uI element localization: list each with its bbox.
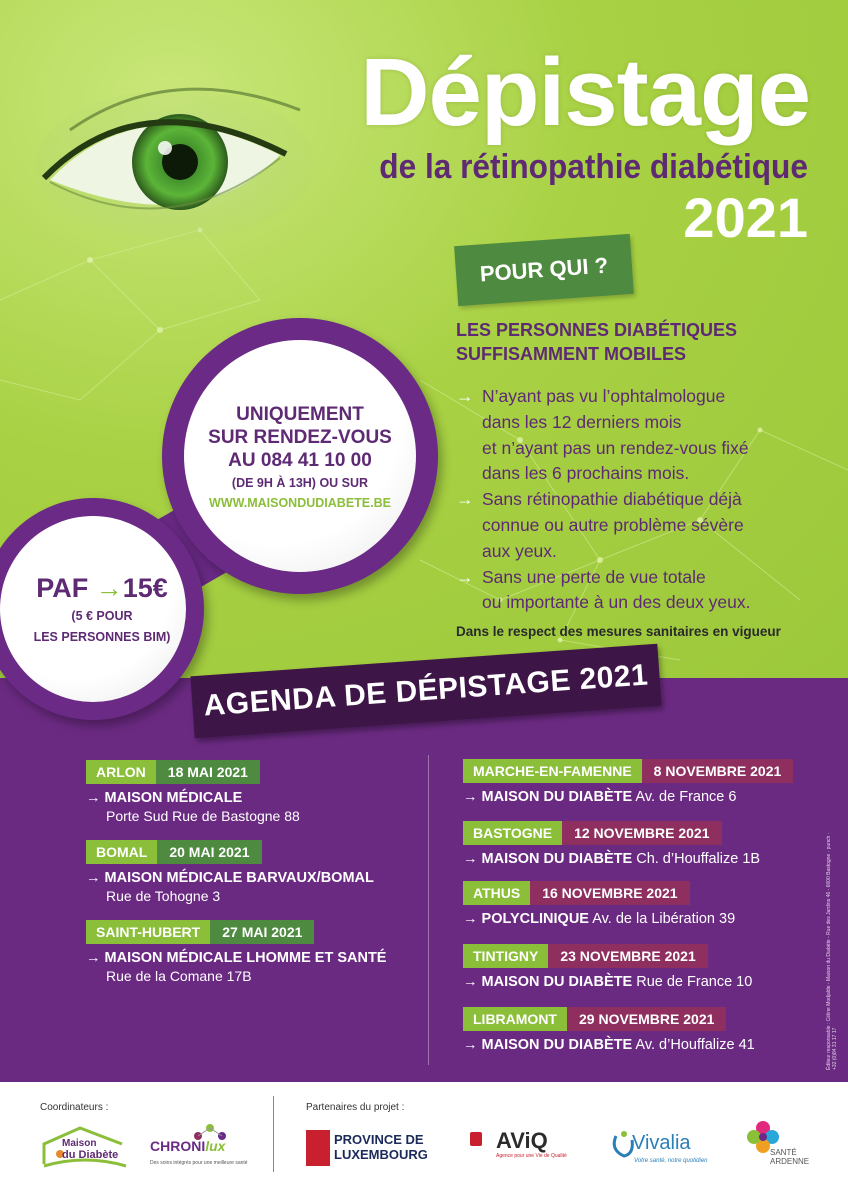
price-line: PAF →15€ bbox=[36, 572, 168, 603]
appointment-line2: SUR RENDEZ-VOUS bbox=[208, 426, 392, 448]
footer-divider bbox=[273, 1096, 274, 1172]
entry-city: SAINT-HUBERT bbox=[86, 920, 210, 944]
page-subtitle: de la rétinopathie diabétique bbox=[379, 148, 808, 186]
entry-address: Porte Sud Rue de Bastogne 88 bbox=[106, 808, 300, 824]
entry-address: Ch. d’Houffalize 1B bbox=[636, 851, 761, 867]
entry-address: Av. de France 6 bbox=[635, 789, 737, 805]
price-sub2: LES PERSONNES BIM) bbox=[33, 629, 171, 644]
entry-city: MARCHE-EN-FAMENNE bbox=[463, 759, 642, 783]
lion-icon bbox=[306, 1130, 330, 1166]
arrow-right-icon: → bbox=[456, 489, 474, 510]
arrow-right-icon: → bbox=[86, 790, 105, 806]
criteria-list bbox=[456, 384, 816, 616]
target-heading-line1: LES PERSONNES DIABÉTIQUES bbox=[456, 320, 738, 340]
arrow-right-icon: → bbox=[463, 789, 482, 805]
opening-hours: (DE 9H À 13H) OU SUR bbox=[231, 475, 369, 490]
entry-place: MAISON DU DIABÈTE bbox=[481, 851, 633, 867]
entry-date: 12 NOVEMBRE 2021 bbox=[562, 821, 721, 845]
page-year: 2021 bbox=[683, 186, 808, 249]
agenda-entry bbox=[463, 759, 793, 805]
entry-place: MAISON MÉDICALE bbox=[104, 790, 243, 806]
arrow-right-icon: → bbox=[463, 1037, 482, 1053]
entry-date: 18 MAI 2021 bbox=[156, 760, 260, 784]
province-luxembourg-logo: PROVINCE DE LUXEMBOURG bbox=[306, 1128, 416, 1170]
entry-city: BASTOGNE bbox=[463, 821, 562, 845]
aviq-logo: AViQ Agence pour une Vie de Qualité bbox=[470, 1128, 560, 1168]
entry-date: 20 MAI 2021 bbox=[157, 840, 261, 864]
entry-place: MAISON MÉDICALE LHOMME ET SANTÉ bbox=[104, 950, 387, 966]
agenda-entry bbox=[86, 760, 300, 824]
page-title: Dépistage bbox=[360, 39, 810, 146]
entry-place: MAISON MÉDICALE BARVAUX/BOMAL bbox=[104, 870, 374, 886]
entry-city: LIBRAMONT bbox=[463, 1007, 567, 1031]
sante-ardenne-logo: SANTÉ ARDENNE bbox=[746, 1120, 826, 1172]
entry-city: BOMAL bbox=[86, 840, 157, 864]
phone-number: AU 084 41 10 00 bbox=[228, 449, 372, 471]
agenda-entry bbox=[463, 821, 760, 867]
agenda-entry bbox=[463, 881, 735, 927]
arrow-right-icon: → bbox=[86, 870, 105, 886]
entry-city: TINTIGNY bbox=[463, 944, 548, 968]
entry-address: Rue de Tohogne 3 bbox=[106, 888, 221, 904]
entry-date: 16 NOVEMBRE 2021 bbox=[530, 881, 689, 905]
sanitary-note: Dans le respect des mesures sanitaires en vigueur bbox=[456, 624, 781, 639]
entry-address: Rue de France 10 bbox=[636, 974, 753, 990]
agenda-title: AGENDA DE DÉPISTAGE 2021 bbox=[190, 644, 661, 738]
coordinators-label: Coordinateurs : bbox=[40, 1102, 109, 1113]
agenda-entry bbox=[86, 920, 386, 984]
agenda-entry bbox=[463, 1007, 755, 1053]
entry-date: 8 NOVEMBRE 2021 bbox=[642, 759, 794, 783]
eye-illustration bbox=[30, 70, 320, 240]
criteria-item: → Sans rétinopathie diabétique déjà connue ou autre problème sévère aux yeux. bbox=[456, 489, 744, 561]
website-link[interactable]: WWW.MAISONDUDIABETE.BE bbox=[209, 495, 391, 510]
entry-address: Av. de la Libération 39 bbox=[592, 911, 736, 927]
entry-place: MAISON DU DIABÈTE bbox=[481, 789, 633, 805]
chronilux-logo: CHRONIlux Des soins intégrés pour une meilleure santé bbox=[150, 1122, 260, 1172]
arrow-right-icon: → bbox=[463, 974, 482, 990]
arrow-right-icon: → bbox=[86, 950, 105, 966]
entry-place: MAISON DU DIABÈTE bbox=[481, 1037, 633, 1053]
maison-du-diabete-logo: Maison du Diabète bbox=[40, 1124, 130, 1172]
entry-place: POLYCLINIQUE bbox=[481, 911, 589, 927]
entry-address: Av. d’Houffalize 41 bbox=[635, 1037, 755, 1053]
criteria-item: → Sans une perte de vue totale ou importante à un des deux yeux. bbox=[456, 566, 751, 613]
publisher-note: Éditeur responsable : Céline Modjalde - Maison du Diabète - Rue des Jardins 46 - 6600 Bastogne · punch · +32 (0)84 31 17 17 bbox=[826, 832, 838, 1070]
entry-date: 29 NOVEMBRE 2021 bbox=[567, 1007, 726, 1031]
entry-city: ATHUS bbox=[463, 881, 530, 905]
entry-date: 27 MAI 2021 bbox=[210, 920, 314, 944]
agenda-entry bbox=[463, 944, 752, 990]
target-heading bbox=[456, 318, 737, 366]
arrow-right-icon: → bbox=[463, 851, 482, 867]
price-sub1: (5 € POUR bbox=[71, 608, 133, 623]
appointment-circle bbox=[162, 318, 438, 594]
target-heading-line2: SUFFISAMMENT MOBILES bbox=[456, 344, 686, 364]
who-badge: POUR QUI ? bbox=[454, 234, 634, 306]
entry-date: 23 NOVEMBRE 2021 bbox=[548, 944, 707, 968]
entry-city: ARLON bbox=[86, 760, 156, 784]
appointment-line1: UNIQUEMENT bbox=[236, 403, 364, 425]
criteria-item: → N’ayant pas vu l’ophtalmologue dans les 12 derniers mois et n’ayant pas un rendez-vous fixé dans les 6 prochains mois. bbox=[456, 386, 749, 484]
arrow-right-icon: → bbox=[456, 566, 474, 587]
vivalia-logo: Vivalia Votre santé, notre quotidien bbox=[612, 1128, 722, 1170]
arrow-right-icon: → bbox=[456, 386, 474, 406]
entry-address: Rue de la Comane 17B bbox=[106, 968, 252, 984]
rooster-icon bbox=[470, 1132, 482, 1146]
entry-place: MAISON DU DIABÈTE bbox=[481, 974, 633, 990]
partners-label: Partenaires du projet : bbox=[306, 1102, 405, 1113]
arrow-right-icon: → bbox=[463, 911, 482, 927]
price-value: 15€ bbox=[122, 572, 168, 603]
arrow-right-icon: → bbox=[95, 572, 123, 603]
agenda-entry bbox=[86, 840, 374, 904]
agenda-divider bbox=[428, 755, 429, 1065]
